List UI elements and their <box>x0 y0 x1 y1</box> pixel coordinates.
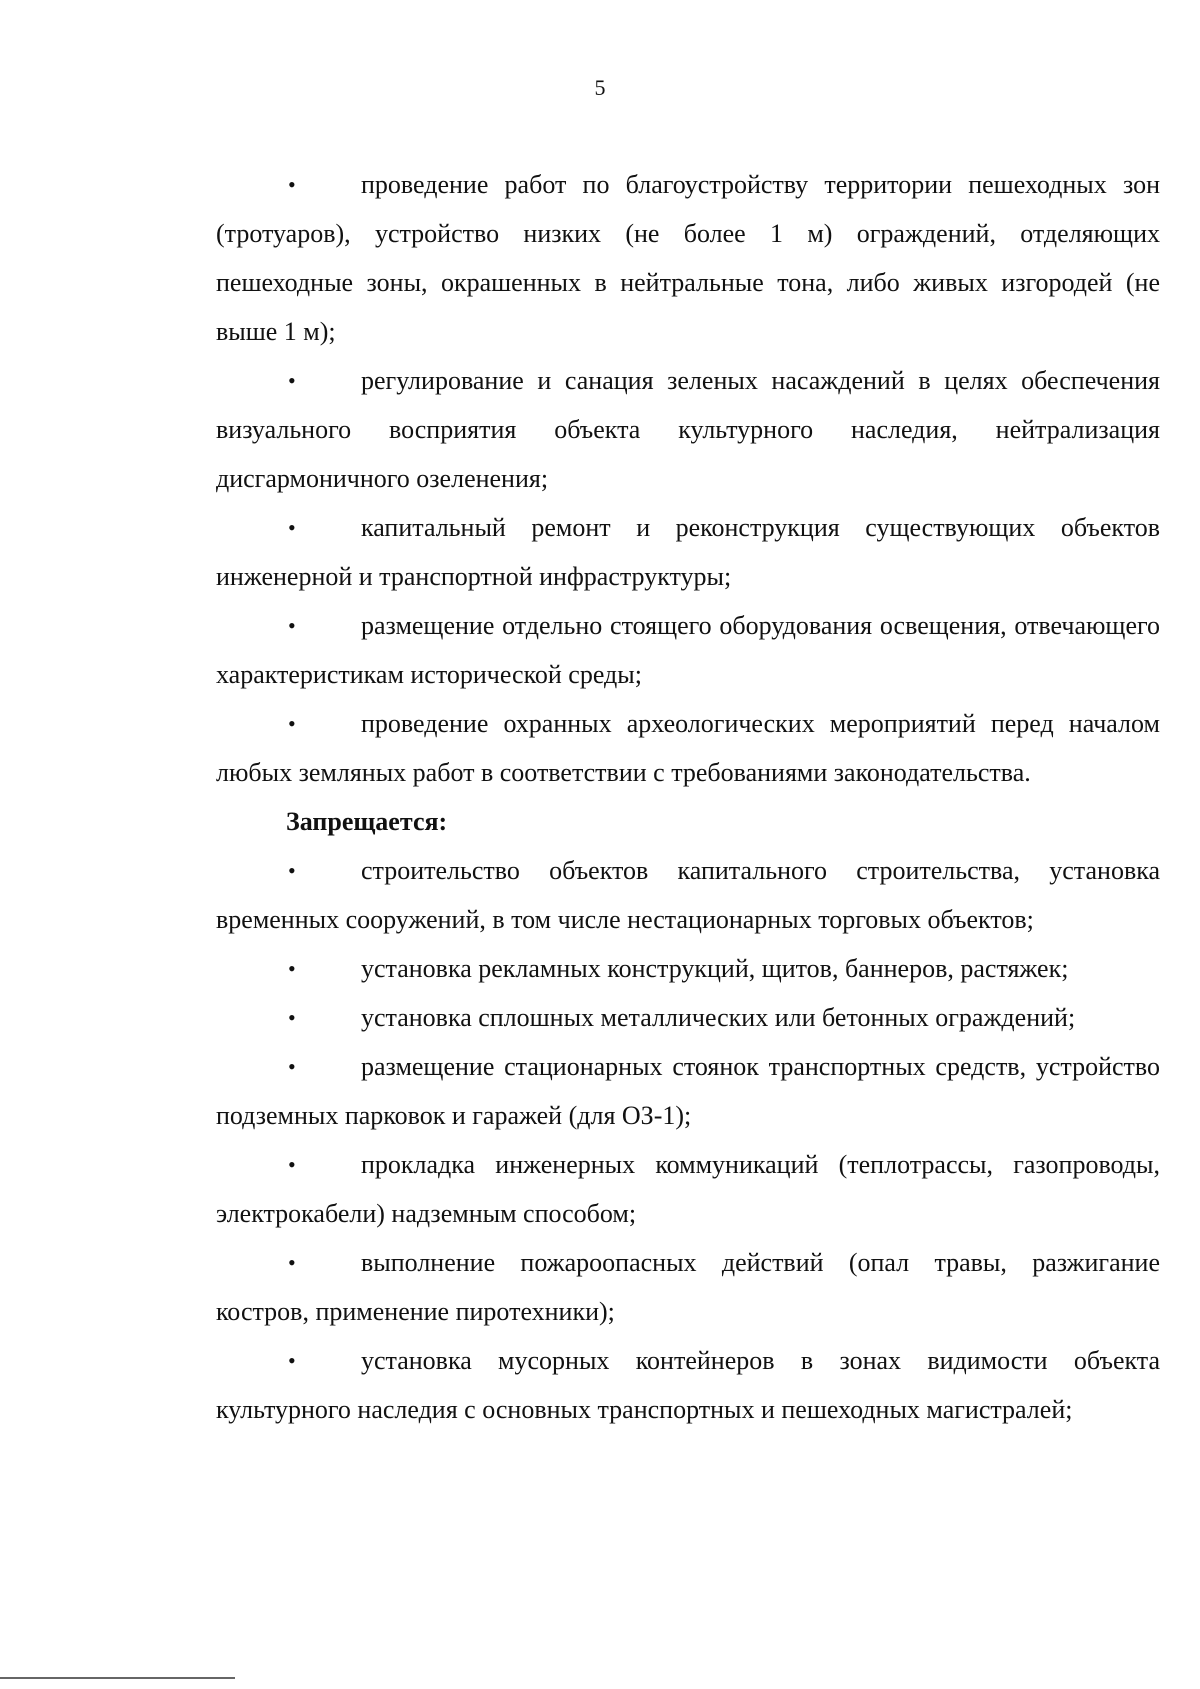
list-item-text: проведение работ по благоустройству территории пешеходных зон (тротуаров), устройство низких (не более 1 м) ограждений, отделяющих пешеходные зоны, окрашенных в нейтральные тона, либо живых изгородей (не выше 1 м); <box>216 170 1160 346</box>
bullet-icon: • <box>288 1348 296 1373</box>
list-item-text: прокладка инженерных коммуникаций (теплотрассы, газопроводы, электрокабели) надземным способом; <box>216 1150 1160 1228</box>
list-item-text: установка сплошных металлических или бетонных ограждений; <box>361 1003 1076 1032</box>
bullet-icon: • <box>288 1250 296 1275</box>
list-item <box>216 993 1160 1042</box>
bullet-icon: • <box>288 1005 296 1030</box>
bullet-icon: • <box>288 858 296 883</box>
list-item <box>216 1140 1160 1238</box>
list-item <box>216 503 1160 601</box>
page-number: 5 <box>594 75 606 100</box>
list-item <box>216 944 1160 993</box>
list-item <box>216 160 1160 356</box>
list-item-text: размещение стационарных стоянок транспортных средств, устройство подземных парковок и гаражей (для ОЗ-1); <box>216 1052 1160 1130</box>
footer-divider <box>0 1677 235 1679</box>
list-item <box>216 1042 1160 1140</box>
bullet-icon: • <box>288 172 296 197</box>
list-item-text: установка мусорных контейнеров в зонах видимости объекта культурного наследия с основных транспортных и пешеходных магистралей; <box>216 1346 1160 1424</box>
list-item <box>216 699 1160 797</box>
bullet-icon: • <box>288 515 296 540</box>
list-item <box>216 356 1160 503</box>
bullet-icon: • <box>288 1054 296 1079</box>
list-item-text: проведение охранных археологических мероприятий перед началом любых земляных работ в соответствии с требованиями законодательства. <box>216 709 1160 787</box>
list-item-text: строительство объектов капитального строительства, установка временных сооружений, в том числе нестационарных торговых объектов; <box>216 856 1160 934</box>
list-item-text: капитальный ремонт и реконструкция существующих объектов инженерной и транспортной инфраструктуры; <box>216 513 1160 591</box>
bullet-icon: • <box>288 956 296 981</box>
list-item <box>216 601 1160 699</box>
list-item-text: размещение отдельно стоящего оборудования освещения, отвечающего характеристикам исторической среды; <box>216 611 1160 689</box>
list-item <box>216 1238 1160 1336</box>
section-heading: Запрещается: <box>286 807 448 836</box>
list-item-text: регулирование и санация зеленых насаждений в целях обеспечения визуального восприятия объекта культурного наследия, нейтрализация дисгармоничного озеленения; <box>216 366 1160 493</box>
list-item-text: выполнение пожароопасных действий (опал травы, разжигание костров, применение пиротехники); <box>216 1248 1160 1326</box>
list-item <box>216 1336 1160 1434</box>
bullet-icon: • <box>288 368 296 393</box>
bullet-icon: • <box>288 1152 296 1177</box>
bullet-icon: • <box>288 613 296 638</box>
list-item-text: установка рекламных конструкций, щитов, баннеров, растяжек; <box>361 954 1069 983</box>
list-item <box>216 846 1160 944</box>
bullet-icon: • <box>288 711 296 736</box>
document-body <box>216 160 1160 1434</box>
